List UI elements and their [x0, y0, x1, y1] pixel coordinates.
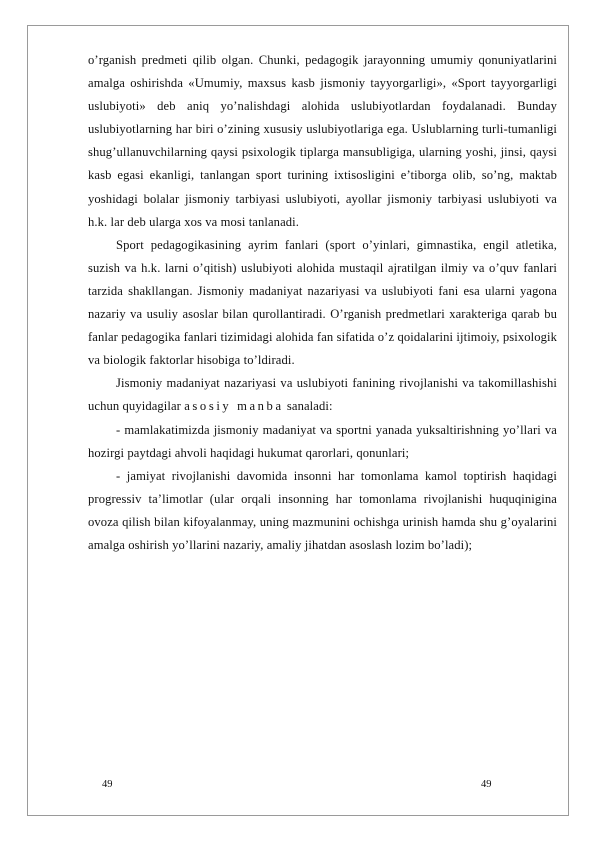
- list-item-1: - mamlakatimizda jismoniy madaniyat va sportni yanada yuksaltirishning yo’llari va hozirgi paytdagi ahvoli haqidagi hukumat qarorlari, qonunlari;: [88, 422, 557, 460]
- paragraph-3: [88, 372, 557, 418]
- paragraph-3-text: Jismoniy madaniyat nazariyasi va uslubiyoti fanining rivojlanishi va takomillashishi uchun quyidagilar: [88, 376, 557, 414]
- paragraph-3-end: sanaladi:: [283, 399, 333, 414]
- page-number-left: 49: [102, 779, 113, 790]
- paragraph-2: Sport pedagogikasining ayrim fanlari (sport o’yinlari, gimnastika, engil atletika, suzish va h.k. larni o’qitish) uslubiyoti alohida mustaqil ajratilgan ilmiy va o’quv fanlari tarzida shakllangan. Jismoniy madaniyat nazariyasi va uslubiyoti fani esa ularni yagona nazariy va usuliy asoslar bilan qurollantiradi. O’rganish predmetlari xarakteriga qarab bu fanlar pedagogika fanlari tizimidagi alohida fan sifatida o’z qoidalarini ijtimoiy, psixologik va biologik faktorlar hisobiga to’ldiradi.: [88, 237, 557, 368]
- list-item-2: - jamiyat rivojlanishi davomida insonni har tomonlama kamol toptirish haqidagi progressiv ta’limotlar (ular orqali insonning har tomonlama rivojlanishi huquqinigina ovoza qilish bilan kifoyalanmay, uning mazmunini ochishga urinish hamda shu g’oyalarini amalga oshirish yo’llarini nazariy, amaliy jihatdan asoslash lozim bo’ladi);: [88, 468, 557, 552]
- document-body: [88, 49, 557, 557]
- page-number-right: 49: [481, 779, 492, 790]
- emphasis-asosiy-manba: asosiy manba: [184, 399, 284, 414]
- paragraph-1: o’rganish predmeti qilib olgan. Chunki, pedagogik jarayonning umumiy qonuniyatlarini amalga oshirishda «Umumiy, maxsus kasb jismoniy tayyorgarligi», «Sport tayyorgarligi uslubiyoti» deb aniq yo’nalishdagi alohida uslubiyotlardan foydalanadi. Bunday uslubiyotlarning har biri o’zining xususiy uslubiyotlariga ega. Uslublarning turli-tumanligi shug’ullanuvchilarning qaysi psixologik tiplarga mansubligiga, ularning yoshi, jinsi, qaysi kasb egasi ekanligi, tanlangan sport turining ixtisosligini e’tiborga olib, so’ng, maktab yoshidagi bolalar jismoniy tarbiyasi uslubiyoti, ayollar jismoniy tarbiyasi uslubiyoti va h.k. lar deb ularga xos va mosi tanlanadi.: [88, 53, 557, 229]
